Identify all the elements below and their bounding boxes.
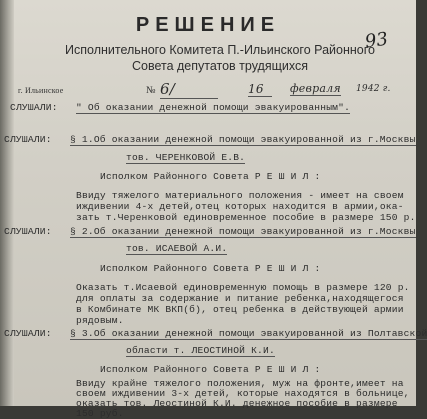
- item-1-title: § 1.Об оказании денежной помощи эвакуированной из г.Москвы: [70, 134, 416, 145]
- item-2-title: § 2.Об оказании денежной помощи эвакуированной из г.Москвы: [70, 226, 416, 237]
- item-3-title: § 3.Об оказании денежной помощи эвакуированной из Полтавской: [70, 328, 427, 339]
- document-title: РЕШЕНИЕ: [135, 14, 281, 36]
- item-1-decision: Исполком Районного Совета Р Е Ш И Л :: [100, 171, 321, 182]
- place: г. Ильинское: [18, 86, 64, 95]
- item-2-body-3: в Комбинате МК ВКП(б), отец ребенка в действующей армии: [76, 304, 404, 315]
- item-3-body-2: своем иждивении 3-х детей, которые находятся в больнице,: [76, 388, 410, 399]
- item-1-body-1: Ввиду тяжелого материального положения - имеет на своем: [76, 190, 404, 201]
- issuer-line-1: Исполнительного Комитета П.-Ильинского Районного: [65, 43, 375, 57]
- item-2-body-4: рядовым.: [76, 315, 124, 326]
- item-2-label: СЛУШАЛИ:: [4, 226, 52, 237]
- decision-month: февраля: [290, 82, 341, 95]
- item-2-person: тов. ИСАЕВОЙ А.И.: [126, 243, 228, 254]
- item-3-body-4: 150 руб.: [76, 408, 124, 419]
- item-3-body-3: оказать тов. Леостиной К.И. денежное пособие в размере: [76, 398, 398, 409]
- item-3-person: области т. ЛЕОСТИНОЙ К.И.: [126, 345, 275, 356]
- item-2-body-1: Оказать т.Исаевой единовременную помощь в размере 120 р.: [76, 282, 410, 293]
- number-label: №: [146, 85, 156, 96]
- heard-main-label: СЛУШАЛИ:: [10, 102, 58, 113]
- decision-year: 1942 г.: [356, 84, 391, 94]
- item-3-label: СЛУШАЛИ:: [4, 328, 52, 339]
- binding-edge: [0, 0, 14, 406]
- issuer-line-2: Совета депутатов трудящихся: [131, 59, 309, 73]
- item-2-decision: Исполком Районного Совета Р Е Ш И Л :: [100, 263, 321, 274]
- item-2-body-2: для оплаты за содержание и питание ребенка,находящегося: [76, 293, 404, 304]
- decision-day: 16: [248, 82, 272, 97]
- decision-number: 6/: [160, 80, 218, 99]
- item-3-decision: Исполком Районного Совета Р Е Ш И Л :: [100, 364, 321, 375]
- item-1-body-3: зать т.Черенковой единовременное пособие в размере 150 р.: [76, 212, 416, 223]
- item-1-person: тов. ЧЕРЕНКОВОЙ Е.В.: [126, 152, 246, 163]
- heard-main-text: " Об оказании денежной помощи эвакуированным".: [76, 102, 351, 113]
- item-3-body-1: Ввиду крайне тяжелого положения, муж на фронте,имеет на: [76, 378, 404, 389]
- pencil-page-number: 93: [363, 28, 390, 53]
- item-1-label: СЛУШАЛИ:: [4, 134, 52, 145]
- item-1-body-2: иждивении 4-х детей,отец которых находится в армии,ока-: [76, 201, 404, 212]
